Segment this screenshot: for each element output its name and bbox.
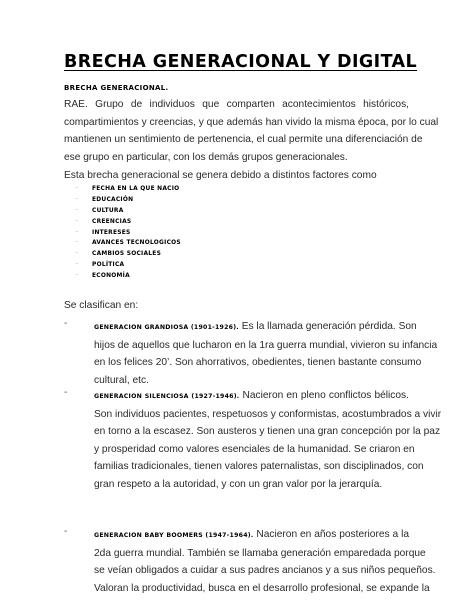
list-item [76, 228, 181, 239]
paragraph-line: ese grupo en particular, con los demás grupos generacionales. [64, 151, 348, 163]
paragraph-line: familias tradicionales, tienen valores paternalistas, son disciplinados, con [94, 461, 424, 473]
list-item [76, 195, 181, 206]
list-item [76, 184, 181, 195]
paragraph-line: GENERACION BABY BOOMERS (1947-1964). Nacieron en años posteriores a la [94, 529, 409, 540]
generation-description [94, 526, 436, 597]
generation-description [94, 387, 442, 494]
bullet-icon: · [76, 262, 79, 269]
factor-label: EDUCACIÓN [92, 196, 134, 203]
paragraph-line: GENERACION GRANDIOSA (1901-1926). Es la llamada generación pérdida. Son [94, 321, 417, 332]
factor-label: ECONOMÍA [92, 273, 130, 280]
paragraph-line: en los felices 20’. Son ahorrativos, obedientes, tienen bastante consumo [94, 357, 422, 369]
bullet-icon: · [76, 207, 79, 214]
factor-label: POLÍTICA [92, 262, 125, 269]
generation-heading: GENERACION GRANDIOSA (1901-1926). [94, 324, 239, 331]
paragraph-line: en torno a la escasez. Son austeros y tienen una gran concepción por la paz [94, 426, 441, 438]
paragraph-line: 2da guerra mundial. También se llamaba generación emparedada porque [94, 547, 426, 559]
generation-item-grandiosa [64, 318, 438, 389]
paragraph-line: Son individuos pacientes, respetuosos y conformistas, acostumbrados a vivir [94, 408, 442, 420]
paragraph-line: GENERACION SILENCIOSA (1927-1946). Nacieron en pleno conflictos bélicos. [94, 390, 409, 401]
paragraph-line: cultural, etc. [94, 374, 149, 386]
dash-icon: - [64, 387, 68, 398]
generation-item-silenciosa [64, 387, 442, 494]
paragraph-line: Valoran la productividad, busca en el desarrollo profesional, se expande la [94, 582, 430, 594]
factor-label: CREENCIAS [92, 218, 132, 225]
classification-intro: Se clasifican en: [64, 300, 139, 311]
factor-label: FECHA EN LA QUE NACIO [92, 186, 180, 192]
dash-icon: - [64, 318, 68, 329]
bullet-icon: · [76, 240, 79, 247]
list-item [76, 217, 181, 228]
paragraph-line: mantienen un sentimiento de pertenencia, el cual permite una diferenciación de [64, 134, 423, 146]
list-item [76, 249, 181, 260]
paragraph-line: hijos de aquellos que lucharon en la 1ra guerra mundial, vivieron su infancia [94, 339, 438, 351]
list-item [76, 271, 181, 282]
factor-label: INTERESES [92, 229, 131, 236]
factors-intro: Esta brecha generacional se genera debido a distintos factores como [64, 170, 377, 181]
list-item [76, 206, 181, 217]
factor-label: CULTURA [92, 207, 124, 214]
list-item [76, 260, 181, 271]
bullet-icon: · [76, 196, 79, 203]
generation-description [94, 318, 438, 389]
section-subheading: BRECHA GENERACIONAL. [64, 84, 169, 92]
bullet-icon: · [76, 229, 79, 236]
bullet-icon: · [76, 251, 79, 258]
generation-heading: GENERACION BABY BOOMERS (1947-1964). [94, 532, 254, 539]
paragraph-line: gran respeto a la autoridad, y con un gran valor por la jerarquía. [94, 478, 383, 490]
paragraph-line: compartimientos y creencias, y que además han vivido la misma época, por lo cual [64, 116, 439, 128]
bullet-icon: · [76, 186, 79, 192]
factors-list [76, 184, 181, 282]
document-title: BRECHA GENERACIONAL Y DIGITAL [64, 52, 418, 72]
factor-label: CAMBIOS SOCIALES [92, 251, 162, 258]
list-item [76, 238, 181, 249]
paragraph-line: y prosperidad como valores esenciales de la humanidad. Se criaron en [94, 443, 415, 455]
bullet-icon: · [76, 218, 79, 225]
bullet-icon: · [76, 273, 79, 280]
generation-heading: GENERACION SILENCIOSA (1927-1946). [94, 393, 240, 400]
dash-icon: - [64, 526, 68, 537]
rae-definition-paragraph [64, 96, 439, 166]
paragraph-line: RAE. Grupo de individuos que comparten acontecimientos históricos, [64, 99, 409, 110]
paragraph-line: se veían obligados a cuidar a sus padres ancianos y a sus niños pequeños. [94, 565, 436, 577]
generation-item-baby-boomers [64, 526, 436, 597]
factor-label: AVANCES TECNOLOGICOS [92, 240, 181, 247]
